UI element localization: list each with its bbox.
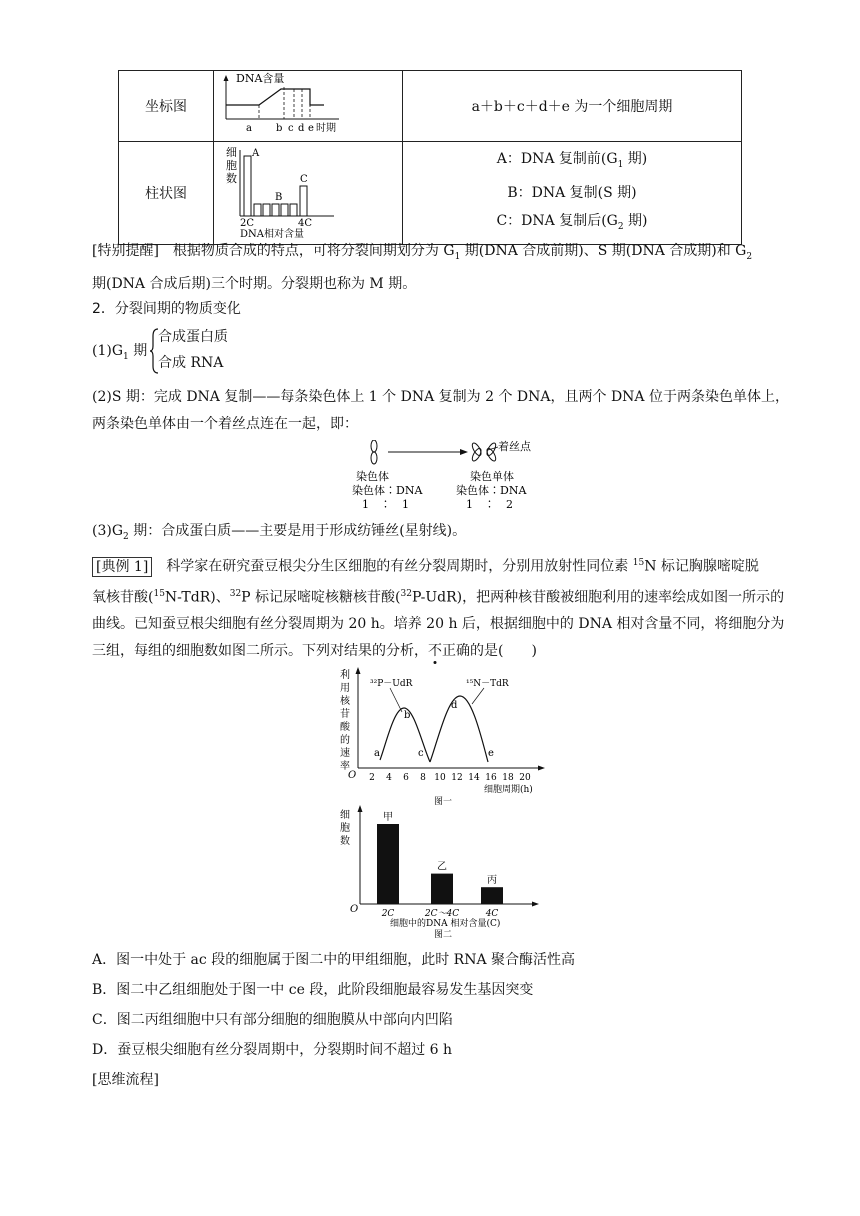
example-tag: [典例 1] (92, 557, 152, 577)
fig2-bars (377, 811, 503, 904)
g2-phase-text: $(3)G_2$ 期：合成蛋白质——主要是用于形成纺锤丝(星射线)。 (92, 523, 467, 542)
fig2-tick-2c: 2C (381, 909, 395, 919)
fig1-tick-6: 6 (403, 773, 409, 783)
cell-cycle-table (118, 70, 742, 245)
fig2-x-label: 细胞中的DNA 相对含量(C) (390, 919, 501, 929)
fig1-y-label-8: 率 (340, 761, 350, 772)
bar-tick-2c: 2C (240, 218, 255, 229)
fig1-tick-20: 20 (519, 773, 531, 783)
fig1-y-label-5: 酸 (340, 722, 350, 733)
fig1-origin: O (348, 770, 357, 781)
fig2-tick-2c-4c: 2C～4C (424, 909, 460, 919)
fig-x-label-c: c (288, 123, 294, 134)
fig-y-label: DNA含量 (236, 72, 285, 85)
figure-1-utilization-rate (334, 664, 564, 806)
fig1-y-label-4: 苷 (340, 709, 350, 720)
centromere-label: 着丝点 (498, 440, 531, 453)
bar-jia-label: 甲 (383, 812, 393, 823)
point-e: e (488, 748, 494, 759)
fig2-origin: O (350, 904, 359, 915)
fig1-tick-16: 16 (485, 773, 497, 783)
bar-y-label-2: 胞 (226, 159, 237, 172)
point-c: c (418, 748, 424, 759)
fig1-y-label-7: 速 (340, 748, 350, 759)
bar-bing-label: 丙 (487, 875, 497, 887)
fig1-y-label-3: 核 (340, 696, 350, 707)
g1-item-protein: 合成蛋白质 (158, 329, 228, 345)
option-d: D．蚕豆根尖细胞有丝分裂周期中，分裂期时间不超过 6 h (92, 1042, 453, 1058)
fig2-y-label-2: 胞 (340, 823, 350, 834)
fig1-y-label-2: 用 (340, 683, 350, 694)
tip-tag: [特别提醒] (92, 243, 159, 259)
option-a: A．图一中处于 ac 段的细胞属于图二中的甲组细胞，此时 RNA 聚合酶活性高 (92, 952, 575, 968)
coordinate-figure (214, 71, 403, 142)
fig1-tick-18: 18 (502, 773, 514, 783)
fig-x-label-a: a (246, 123, 252, 134)
fig1-tick-4: 4 (386, 773, 392, 783)
fig1-caption: 图一 (434, 797, 453, 806)
curve-15n-tdr (430, 696, 488, 762)
row-desc-coordinate: a＋b＋c＋d＋e 为一个细胞周期 (403, 71, 742, 142)
thinking-flow-label: [思维流程] (92, 1072, 159, 1088)
bar-jia (377, 824, 399, 904)
bar-y-label-1: 细 (226, 146, 237, 159)
document-page: 坐标图 DNA含量 a b c d e 时期 a＋b＋c＋d＋e 为一个细胞周期 柱状图 细 胞 数 A B C 2C 4C DNA相对含量 A：DNA 复制前($G_1$ 期) B：DNA 复制(S 期) C：DNA 复制后($G_2$ 期) [特别提醒] 根据物质合成的特点，可将分裂间期划分为 $G_1$ 期(DNA 合成前期)、S 期(DNA 合成期)和 $G_2$ 期(DNA 合成后期)三个时期。分裂期也称为 M 期。 2．分裂间期的物质变化 $(1)G_1$ 期 合成蛋白质 合成 RNA (2)S 期：完成 DNA 复制——每条染色体上 1 个 DNA 复制为 2 个 DNA，且两个 DNA 位于两条染色单体上， 两条染色单体由一个着丝点连在一起，即： 着丝点 染色体 染色体∶DNA 1 ∶ 1 染色单体 染色体∶DNA 1 ∶ 2 $(3)G_2$ 期：合成蛋白质——主要是用于形成纺锤丝(星射线)。 [典例 1] 科学家在研究蚕豆根尖分生区细胞的有丝分裂周期时，分别用放射性同位素 $^{15}$N 标记胸腺嘧啶脱 氧核苷酸($^{15}$N-TdR)、$^{32}$P 标记尿嘧啶核糖核苷酸($^{32}$P-UdR)，把两种核苷酸被细胞利用的速率绘成如图一所示的 曲线。已知蚕豆根尖细胞有丝分裂周期为 20 h。培养 20 h 后，根据细胞中的 DNA 相对含量不同，将细胞分为 三组，每组的细胞数如图二所示。下列对结果的分析，不正确的是( ) 利 用 核 苷 酸 的 速 率 O 2 4 6 8 10 12 14 16 18 20 ³²P－UdR ¹⁵N－TdR a b c d e 细胞周期(h) 图一 细 胞 数 O 甲 乙 丙 2C 2C～4C 4C 细胞中的DNA 相对含量(C) 图二 A．图一中处于 ac 段的细胞属于图二中的甲组细胞，此时 RNA 聚合酶活性高 B．图二中乙组细胞处于图一中 ce 段，此阶段细胞最容易发生基因突变 C．图二丙组细胞中只有部分细胞的细胞膜从中部向内凹陷 D．蚕豆根尖细胞有丝分裂周期中，分裂期时间不超过 6 h [思维流程] (0, 0, 860, 1216)
fig1-tick-8: 8 (420, 773, 426, 783)
bar-label-a: A (252, 148, 260, 159)
section-2-title: 2．分裂间期的物质变化 (92, 301, 241, 317)
cell-count-bar-graph (214, 142, 402, 240)
fig1-tick-2: 2 (369, 773, 375, 783)
g1-item-rna: 合成 RNA (158, 355, 224, 371)
bar-yi-label: 乙 (437, 861, 447, 873)
option-c: C．图二丙组细胞中只有部分细胞的细胞膜从中部向内凹陷 (92, 1012, 453, 1028)
example-1: [典例 1] 科学家在研究蚕豆根尖分生区细胞的有丝分裂周期时，分别用放射性同位素 $^{15}$N 标记胸腺嘧啶脱 氧核苷酸($^{15}$N-TdR)、$^{32}$P 标记尿嘧啶核糖核苷酸($^{32}$P-UdR)，把两种核苷酸被细胞利用的速率绘成如图一所示的 曲线。已知蚕豆根尖细胞有丝分裂周期为 20 h。培养 20 h 后，根据细胞中的 DNA 相对含量不同，将细胞分为 三组，每组的细胞数如图二所示。下列对结果的分析，不正确的是( ) (92, 558, 785, 660)
bar-label-c: C (300, 174, 308, 185)
option-b: B．图二中乙组细胞处于图一中 ce 段，此阶段细胞最容易发生基因突变 (92, 982, 534, 998)
row-label-bar: 柱状图 (119, 142, 214, 245)
right-ratio-label: 染色体∶DNA (456, 484, 527, 497)
bar-label-b: B (275, 192, 283, 203)
fig1-tick-14: 14 (468, 773, 480, 783)
fig2-y-label-3: 数 (340, 836, 350, 847)
emphasis-not: 不 (428, 643, 442, 660)
bar-bing (481, 887, 503, 904)
chromatid-label: 染色单体 (470, 470, 514, 483)
fig2-tick-4c: 4C (485, 909, 499, 919)
fig1-x-label: 细胞周期(h) (484, 785, 533, 795)
figure-2-cell-count (334, 802, 564, 940)
series-15n-tdr-label: ¹⁵N－TdR (466, 679, 509, 689)
chromosome-replication-diagram (346, 440, 532, 510)
s-phase-text: (2)S 期：完成 DNA 复制——每条染色体上 1 个 DNA 复制为 2 个 DNA，且两个 DNA 位于两条染色单体上， 两条染色单体由一个着丝点连在一起，即： (92, 389, 789, 432)
right-ratio: 1 ∶ 2 (466, 498, 513, 510)
series-32p-udr-label: ³²P－UdR (370, 679, 413, 689)
fig2-caption: 图二 (434, 930, 453, 940)
fig1-y-label-1: 利 (340, 670, 350, 681)
point-d: d (451, 700, 458, 711)
bar-tick-4c: 4C (298, 218, 313, 229)
bar-y-label-3: 数 (226, 172, 237, 185)
bar-yi (431, 874, 453, 904)
fig1-y-label-6: 的 (340, 735, 350, 746)
row-desc-bar: A：DNA 复制前($G_1$ 期) B：DNA 复制(S 期) C：DNA 复制后($G_2$ 期) (403, 142, 742, 245)
chromosome-label: 染色体 (356, 470, 389, 483)
left-ratio: 1 ∶ 1 (362, 498, 409, 510)
fig1-tick-12: 12 (451, 773, 463, 783)
fig1-tick-10: 10 (434, 773, 446, 783)
point-a: a (374, 748, 380, 759)
bar-x-axis-label: DNA相对含量 (240, 229, 304, 240)
fig-x-axis-label: 时期 (316, 123, 336, 134)
fig2-y-label-1: 细 (340, 810, 350, 821)
fig-x-label-d: d (298, 123, 305, 134)
special-tip: [特别提醒] 根据物质合成的特点，可将分裂间期划分为 $G_1$ 期(DNA 合成前期)、S 期(DNA 合成期)和 $G_2$ 期(DNA 合成后期)三个时期。分裂期也称为 M 期。 (92, 243, 753, 292)
dna-content-line-graph (214, 71, 402, 137)
row-label-coordinate: 坐标图 (119, 71, 214, 142)
point-b: b (404, 710, 411, 721)
fig-x-label-b: b (276, 123, 283, 134)
fig-x-label-e: e (308, 123, 314, 134)
bar-figure (214, 142, 403, 245)
left-ratio-label: 染色体∶DNA (352, 484, 423, 497)
fig1-x-ticks (369, 773, 531, 783)
